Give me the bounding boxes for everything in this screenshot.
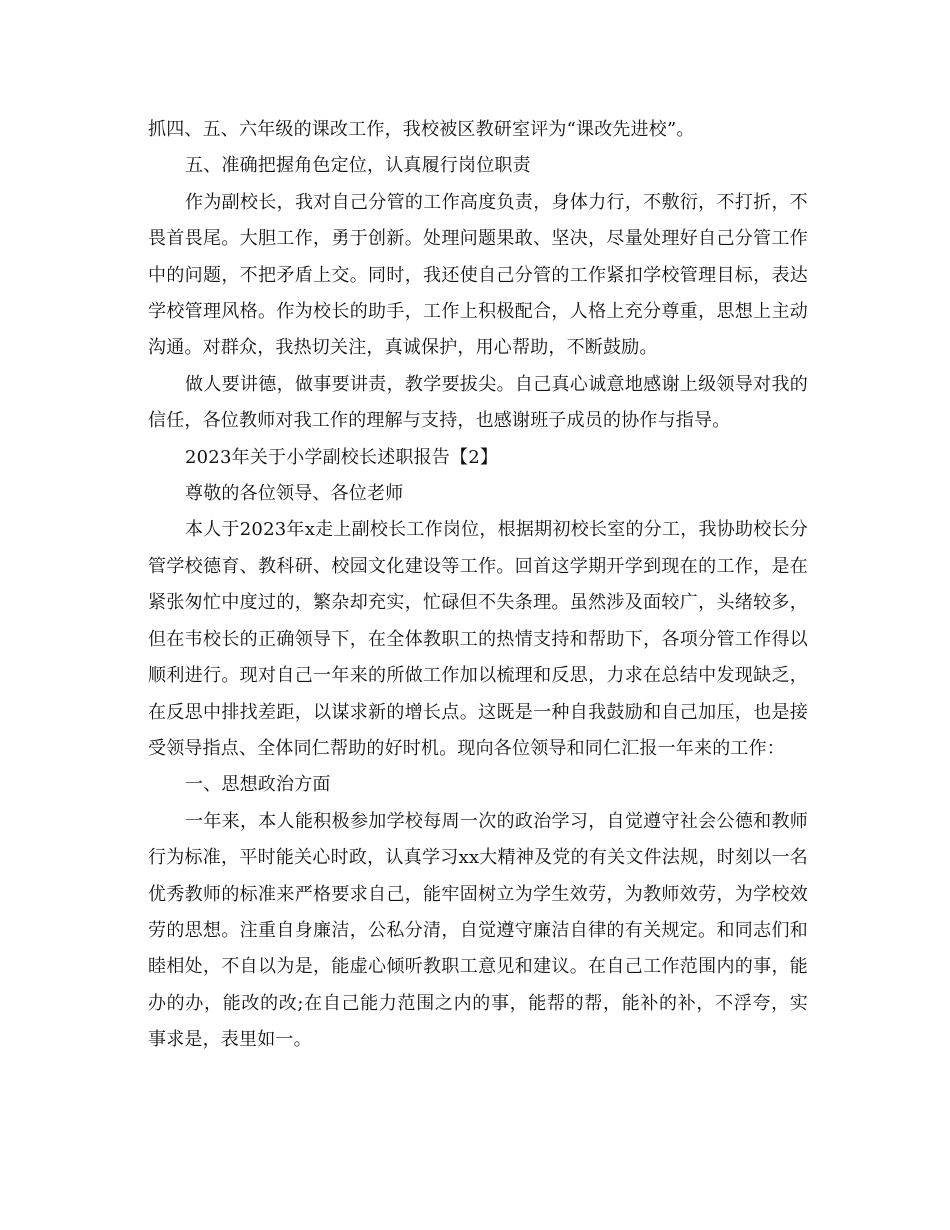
paragraph-introduction: 本人于2023年x走上副校长工作岗位，根据期初校长室的分工，我协助校长分管学校德育、教科研、校园文化建设等工作。回首这学期开学到现在的工作，是在紧张匆忙中度过的，繁杂却充实，忙碌但不失条理。虽然涉及面较广，头绪较多，但在韦校长的正确领导下，在全体教职工的热情支持和帮助下，各项分管工作得以顺利进行。现对自己一年来的所做工作加以梳理和反思，力求在总结中发现缺乏，在反思中排找差距，以谋求新的增长点。这既是一种自我鼓励和自己加压，也是接受领导指点、全体同仁帮助的好时机。现向各位领导和同仁汇报一年来的工作： — [148, 519, 808, 759]
section-heading-political: 一、思想政治方面 — [185, 774, 331, 796]
paragraph-thanks: 做人要讲德，做事要讲责，教学要拔尖。自己真心诚意地感谢上级领导对我的信任，各位教师对我工作的理解与支持，也感谢班子成员的协作与指导。 — [148, 373, 808, 432]
paragraph-political: 一年来，本人能积极参加学校每周一次的政治学习，自觉遵守社会公德和教师行为标准，平时能关心时政，认真学习xx大精神及党的有关文件法规，时刻以一名优秀教师的标准来严格要求自己，能牢固树立为学生效劳，为教师效劳，为学校效劳的思想。注重自身廉洁，公私分清，自觉遵守廉洁自律的有关规定。和同志们和睦相处，不自以为是，能虚心倾听教职工意见和建议。在自己工作范围内的事，能办的办，能改的改;在自己能力范围之内的事，能帮的帮，能补的补，不浮夸，实事求是，表里如一。 — [148, 810, 808, 1051]
document-body — [148, 112, 808, 1059]
paragraph-role-duties: 作为副校长，我对自己分管的工作高度负责，身体力行，不敷衍，不打折，不畏首畏尾。大胆工作，勇于创新。处理问题果敢、坚决，尽量处理好自己分管工作中的问题，不把矛盾上交。同时，我还使自己分管的工作紧扣学校管理目标，表达学校管理风格。作为校长的助手，工作上积极配合，人格上充分尊重，思想上主动沟通。对群众，我热切关注，真诚保护，用心帮助，不断鼓励。 — [148, 191, 808, 359]
report-title: 2023年关于小学副校长述职报告【2】 — [185, 446, 499, 468]
paragraph-continuation: 抓四、五、六年级的课改工作，我校被区教研室评为“课改先进校”。 — [148, 119, 695, 140]
section-heading-role: 五、准确把握角色定位，认真履行岗位职责 — [185, 155, 531, 177]
salutation: 尊敬的各位领导、各位老师 — [185, 483, 404, 505]
